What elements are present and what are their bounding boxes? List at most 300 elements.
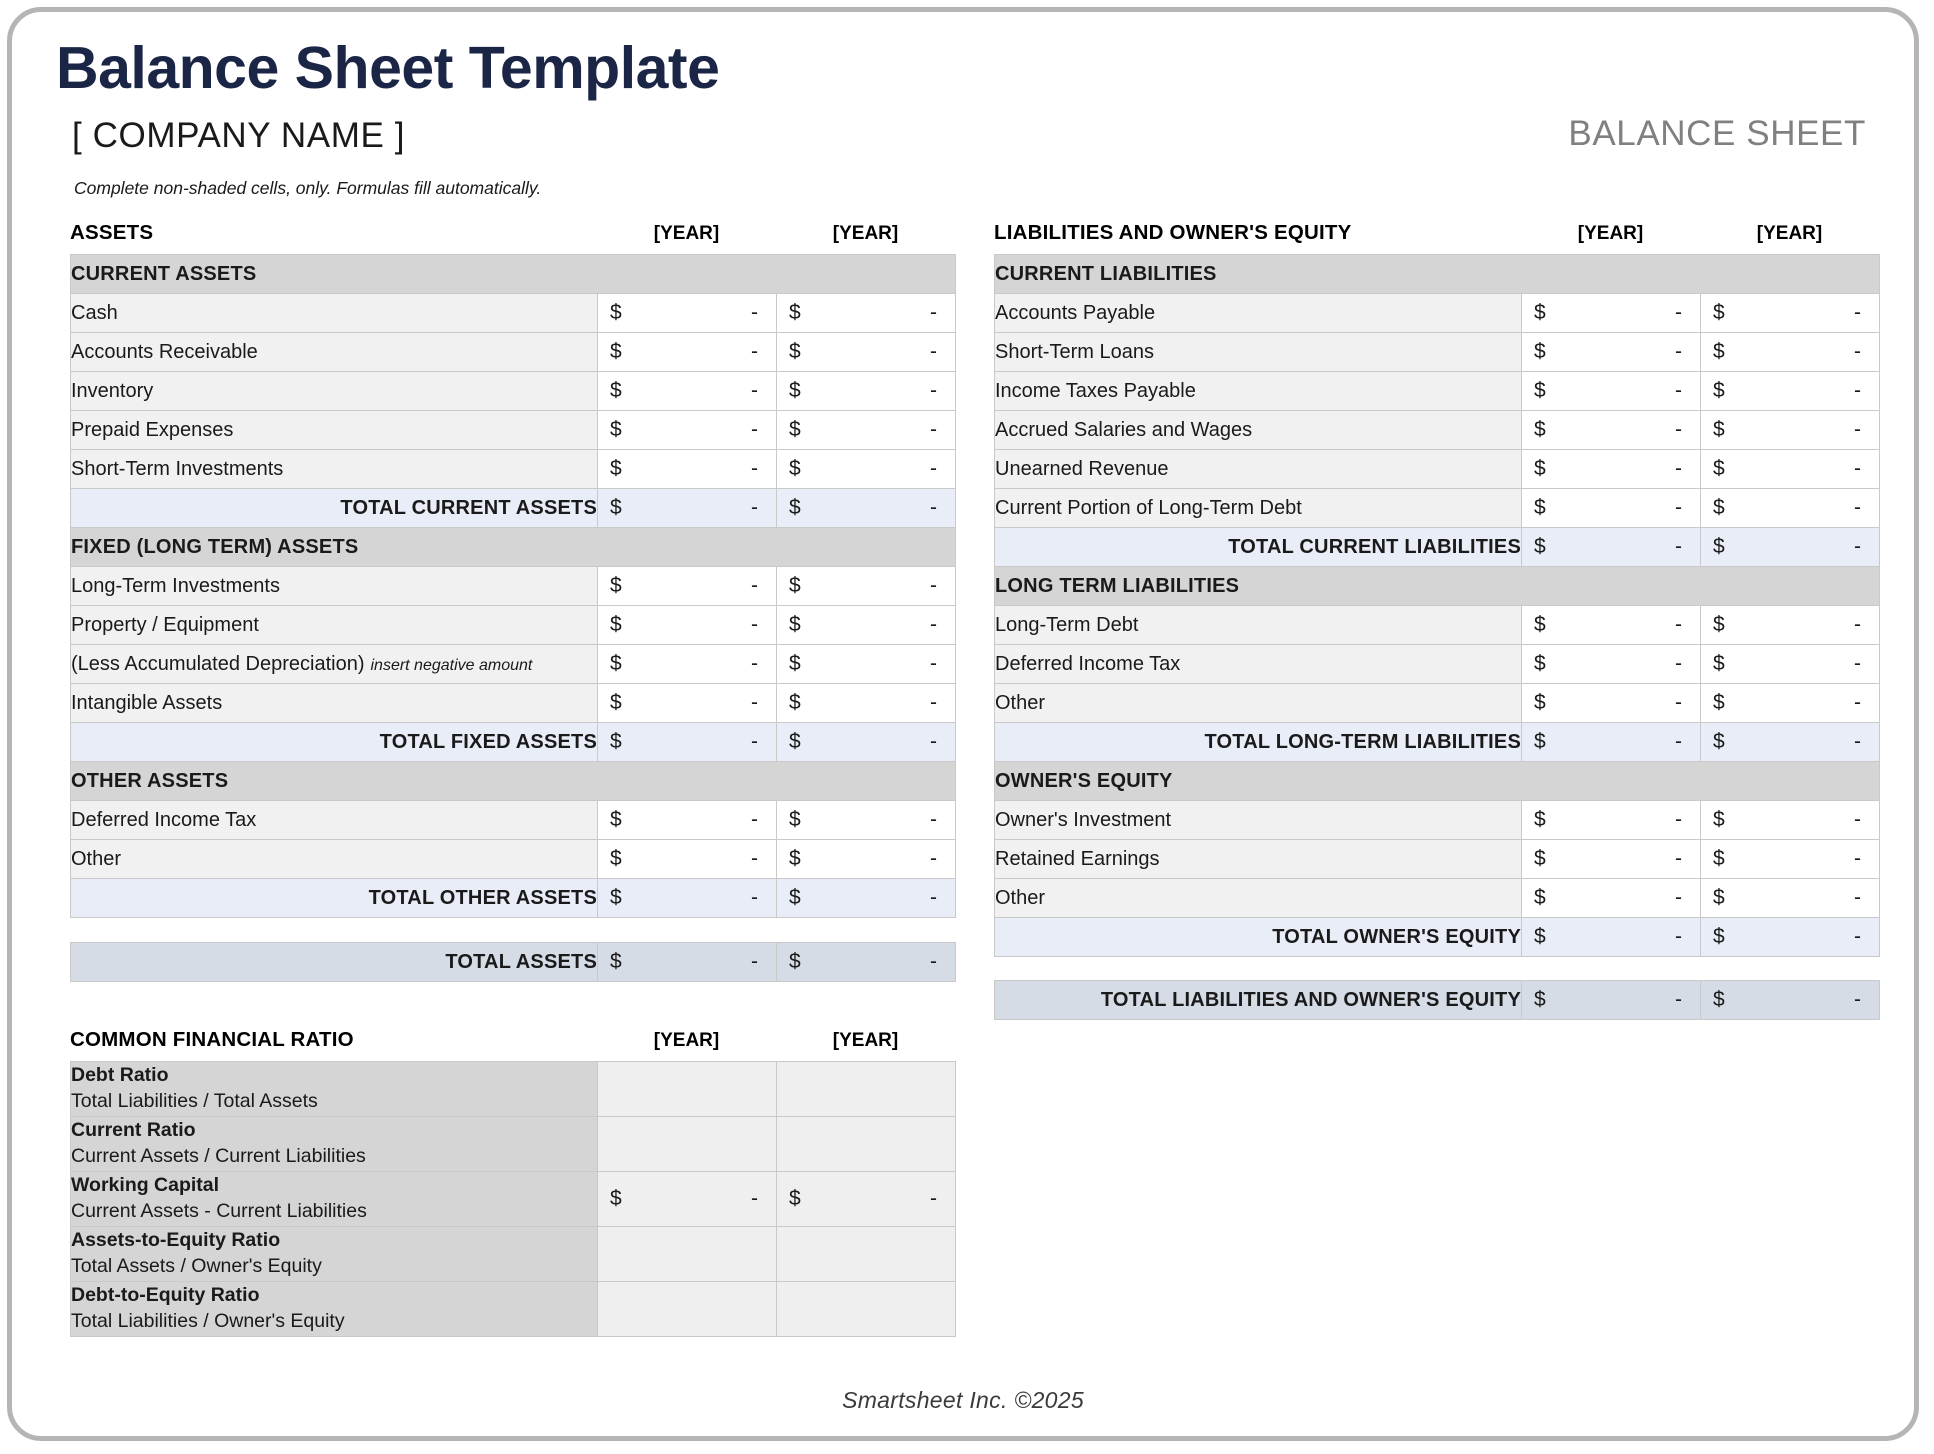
- table-row: [995, 372, 1880, 411]
- subtotal-label: TOTAL FIXED ASSETS: [71, 723, 598, 762]
- subtotal-value-year2[interactable]: [777, 879, 956, 918]
- table-row: [71, 450, 956, 489]
- amount-value: -: [751, 418, 758, 441]
- currency-symbol: $: [1713, 808, 1725, 831]
- value-cell-year2[interactable]: [777, 372, 956, 411]
- currency-symbol: $: [1534, 535, 1546, 558]
- section-header-label: FIXED (LONG TERM) ASSETS: [71, 528, 956, 567]
- currency-symbol: $: [1534, 652, 1546, 675]
- value-cell-year2[interactable]: [777, 567, 956, 606]
- table-row: [71, 645, 956, 684]
- row-label: Prepaid Expenses: [71, 411, 598, 450]
- value-cell-year1[interactable]: [1522, 879, 1701, 918]
- value-cell-year1[interactable]: [598, 645, 777, 684]
- liabilities-heading: LIABILITIES AND OWNER'S EQUITY: [994, 221, 1352, 244]
- value-cell-year1[interactable]: [598, 411, 777, 450]
- currency-symbol: $: [610, 808, 622, 831]
- company-name-field[interactable]: [ COMPANY NAME ]: [72, 116, 406, 155]
- amount-value: -: [751, 496, 758, 519]
- total-assets-value-year1[interactable]: [598, 943, 777, 982]
- ratio-value-year1[interactable]: [598, 1282, 777, 1337]
- subtotal-label: TOTAL LONG-TERM LIABILITIES: [995, 723, 1522, 762]
- row-label: Owner's Investment: [995, 801, 1522, 840]
- value-cell-year1[interactable]: [598, 567, 777, 606]
- ratio-value-year1[interactable]: [598, 1062, 777, 1117]
- row-label: Long-Term Debt: [995, 606, 1522, 645]
- value-cell-year1[interactable]: [1522, 372, 1701, 411]
- amount-value: -: [930, 886, 937, 909]
- amount-value: -: [1854, 730, 1862, 753]
- amount-value: -: [1854, 418, 1862, 441]
- currency-symbol: $: [789, 496, 801, 519]
- subtotal-value-year1[interactable]: [598, 879, 777, 918]
- currency-symbol: $: [789, 808, 801, 831]
- liabilities-column-headers: [994, 215, 1879, 245]
- ratio-value-year1[interactable]: [598, 1227, 777, 1282]
- value-cell-year2[interactable]: [1701, 684, 1880, 723]
- section-header-row: [995, 762, 1880, 801]
- section-header-label: CURRENT LIABILITIES: [995, 255, 1880, 294]
- subtotal-value-year2[interactable]: [1701, 918, 1880, 957]
- currency-symbol: $: [610, 418, 622, 441]
- subtotal-value-year2[interactable]: [1701, 723, 1880, 762]
- ratio-formula: Current Assets / Current Liabilities: [71, 1145, 366, 1167]
- currency-symbol: $: [1534, 808, 1546, 831]
- value-cell-year1[interactable]: [1522, 450, 1701, 489]
- amount-value: -: [930, 574, 937, 597]
- amount-value: -: [1675, 925, 1682, 948]
- subtotal-value-year2[interactable]: [1701, 528, 1880, 567]
- total-assets-value-year2[interactable]: [777, 943, 956, 982]
- amount-value: -: [1675, 535, 1682, 558]
- page-title: Balance Sheet Template: [56, 35, 720, 101]
- instruction-text: Complete non-shaded cells, only. Formulas fill automatically.: [74, 178, 542, 198]
- subtotal-row: [995, 723, 1880, 762]
- liabilities-table: [994, 254, 1880, 957]
- value-cell-year2[interactable]: [777, 684, 956, 723]
- ratio-value-year1[interactable]: [598, 1117, 777, 1172]
- amount-value: -: [1675, 379, 1682, 402]
- table-row: [71, 333, 956, 372]
- row-label: Accounts Receivable: [71, 333, 598, 372]
- currency-symbol: $: [610, 652, 622, 675]
- ratio-row: [71, 1282, 956, 1337]
- total-assets-block: [70, 942, 955, 982]
- subtotal-value-year1[interactable]: [1522, 918, 1701, 957]
- currency-symbol: $: [610, 340, 622, 363]
- ratio-label: [71, 1227, 598, 1282]
- currency-symbol: $: [1534, 847, 1546, 870]
- ratios-year1-header[interactable]: [YEAR]: [653, 1030, 720, 1051]
- currency-symbol: $: [1713, 925, 1725, 948]
- row-label: Inventory: [71, 372, 598, 411]
- value-cell-year1[interactable]: [1522, 645, 1701, 684]
- ratios-heading: COMMON FINANCIAL RATIO: [70, 1028, 354, 1051]
- value-cell-year1[interactable]: [598, 333, 777, 372]
- value-cell-year2[interactable]: [1701, 450, 1880, 489]
- section-header-row: [995, 255, 1880, 294]
- currency-symbol: $: [610, 847, 622, 870]
- amount-value: -: [1854, 535, 1862, 558]
- table-row: [995, 801, 1880, 840]
- amount-value: -: [1675, 418, 1682, 441]
- amount-value: -: [1675, 301, 1682, 324]
- value-cell-year2[interactable]: [1701, 372, 1880, 411]
- ratio-label: [71, 1117, 598, 1172]
- value-cell-year2[interactable]: [777, 294, 956, 333]
- subtotal-label: TOTAL CURRENT ASSETS: [71, 489, 598, 528]
- currency-symbol: $: [1713, 379, 1725, 402]
- currency-symbol: $: [1713, 613, 1725, 636]
- value-cell-year1[interactable]: [1522, 411, 1701, 450]
- ratio-value-year2[interactable]: [777, 1117, 956, 1172]
- subtotal-value-year2[interactable]: [777, 723, 956, 762]
- value-cell-year2[interactable]: [777, 606, 956, 645]
- row-label: Accounts Payable: [995, 294, 1522, 333]
- liabilities-year2-header[interactable]: [YEAR]: [1756, 223, 1823, 244]
- subtotal-value-year1[interactable]: [1522, 723, 1701, 762]
- row-label: Other: [995, 684, 1522, 723]
- amount-value: -: [1854, 652, 1862, 675]
- currency-symbol: $: [610, 574, 622, 597]
- section-header-label: CURRENT ASSETS: [71, 255, 956, 294]
- ratio-name: Assets-to-Equity Ratio: [71, 1229, 281, 1252]
- ratio-label: [71, 1062, 598, 1117]
- amount-value: -: [930, 730, 937, 753]
- amount-value: -: [1854, 496, 1862, 519]
- row-label: Other: [995, 879, 1522, 918]
- row-label: Unearned Revenue: [995, 450, 1522, 489]
- assets-year1-header[interactable]: [YEAR]: [653, 223, 720, 244]
- row-label: Short-Term Investments: [71, 450, 598, 489]
- amount-value: -: [1854, 379, 1862, 402]
- ratio-formula: Total Liabilities / Total Assets: [71, 1090, 318, 1112]
- table-row: [995, 645, 1880, 684]
- currency-symbol: $: [789, 340, 801, 363]
- document-type-label: BALANCE SHEET: [1568, 114, 1866, 153]
- amount-value: -: [1854, 457, 1862, 480]
- currency-symbol: $: [610, 457, 622, 480]
- amount-value: -: [930, 950, 937, 973]
- value-cell-year2[interactable]: [1701, 411, 1880, 450]
- row-label: Short-Term Loans: [995, 333, 1522, 372]
- currency-symbol: $: [1534, 496, 1546, 519]
- value-cell-year2[interactable]: [777, 801, 956, 840]
- row-label: Income Taxes Payable: [995, 372, 1522, 411]
- assets-section: [70, 215, 955, 918]
- footer-credit: Smartsheet Inc. ©2025: [842, 1387, 1084, 1413]
- row-label: (Less Accumulated Depreciation) insert negative amount: [71, 645, 598, 684]
- table-row: [995, 606, 1880, 645]
- currency-symbol: $: [789, 574, 801, 597]
- ratio-name: Debt Ratio: [71, 1064, 169, 1087]
- currency-symbol: $: [1534, 613, 1546, 636]
- value-cell-year2[interactable]: [777, 645, 956, 684]
- value-cell-year1[interactable]: [1522, 333, 1701, 372]
- subtotal-row: [71, 489, 956, 528]
- document-page: [7, 7, 1919, 1441]
- currency-symbol: $: [1534, 886, 1546, 909]
- ratio-row: [71, 1227, 956, 1282]
- total-assets-row: [71, 943, 956, 982]
- total-liabilities-equity-row: [995, 981, 1880, 1020]
- amount-value: -: [930, 301, 937, 324]
- amount-value: -: [751, 340, 758, 363]
- amount-value: -: [751, 730, 758, 753]
- currency-symbol: $: [789, 730, 801, 753]
- amount-value: -: [930, 340, 937, 363]
- amount-value: -: [1675, 808, 1682, 831]
- table-row: [71, 411, 956, 450]
- assets-year2-header[interactable]: [YEAR]: [832, 223, 899, 244]
- section-header-label: OWNER'S EQUITY: [995, 762, 1880, 801]
- value-cell-year1[interactable]: [598, 840, 777, 879]
- amount-value: -: [930, 496, 937, 519]
- value-cell-year2[interactable]: [1701, 606, 1880, 645]
- row-label: Accrued Salaries and Wages: [995, 411, 1522, 450]
- table-row: [71, 801, 956, 840]
- assets-table: [70, 254, 956, 918]
- value-cell-year1[interactable]: [1522, 801, 1701, 840]
- assets-heading: ASSETS: [70, 221, 154, 244]
- value-cell-year1[interactable]: [598, 294, 777, 333]
- ratio-name: Debt-to-Equity Ratio: [71, 1284, 260, 1307]
- table-row: [995, 450, 1880, 489]
- amount-value: -: [930, 457, 937, 480]
- ratios-column-headers: [70, 1022, 955, 1052]
- value-cell-year2[interactable]: [1701, 489, 1880, 528]
- amount-value: -: [751, 457, 758, 480]
- currency-symbol: $: [789, 886, 801, 909]
- currency-symbol: $: [610, 886, 622, 909]
- amount-value: -: [1675, 496, 1682, 519]
- currency-symbol: $: [789, 1187, 801, 1210]
- total-liabilities-equity-value-year1[interactable]: [1522, 981, 1701, 1020]
- value-cell-year1[interactable]: [1522, 489, 1701, 528]
- subtotal-value-year1[interactable]: [598, 723, 777, 762]
- subtotal-row: [995, 528, 1880, 567]
- liabilities-section: [994, 215, 1879, 957]
- value-cell-year1[interactable]: [1522, 840, 1701, 879]
- currency-symbol: $: [1534, 457, 1546, 480]
- value-cell-year2[interactable]: [1701, 840, 1880, 879]
- amount-value: -: [1854, 691, 1862, 714]
- amount-value: -: [1675, 457, 1682, 480]
- amount-value: -: [751, 886, 758, 909]
- amount-value: -: [1854, 925, 1862, 948]
- value-cell-year2[interactable]: [777, 450, 956, 489]
- currency-symbol: $: [1713, 457, 1725, 480]
- total-liabilities-equity-table: [994, 980, 1880, 1020]
- currency-symbol: $: [1713, 418, 1725, 441]
- currency-symbol: $: [1713, 730, 1725, 753]
- section-header-row: [995, 567, 1880, 606]
- currency-symbol: $: [1713, 847, 1725, 870]
- subtotal-value-year1[interactable]: [598, 489, 777, 528]
- currency-symbol: $: [1534, 418, 1546, 441]
- amount-value: -: [930, 808, 937, 831]
- currency-symbol: $: [1713, 691, 1725, 714]
- ratio-name: Working Capital: [71, 1174, 220, 1197]
- value-cell-year2[interactable]: [777, 840, 956, 879]
- amount-value: -: [751, 652, 758, 675]
- amount-value: -: [1675, 613, 1682, 636]
- amount-value: -: [1675, 730, 1682, 753]
- currency-symbol: $: [1534, 379, 1546, 402]
- amount-value: -: [751, 1187, 758, 1210]
- currency-symbol: $: [1713, 496, 1725, 519]
- ratio-row: [71, 1172, 956, 1227]
- table-row: [995, 411, 1880, 450]
- value-cell-year2[interactable]: [1701, 801, 1880, 840]
- table-row: [995, 684, 1880, 723]
- currency-symbol: $: [789, 691, 801, 714]
- currency-symbol: $: [1534, 691, 1546, 714]
- currency-symbol: $: [610, 301, 622, 324]
- value-cell-year1[interactable]: [1522, 684, 1701, 723]
- currency-symbol: $: [610, 613, 622, 636]
- ratio-value-year1[interactable]: [598, 1172, 777, 1227]
- ratio-formula: Total Liabilities / Owner's Equity: [71, 1310, 345, 1332]
- subtotal-row: [71, 879, 956, 918]
- value-cell-year2[interactable]: [1701, 294, 1880, 333]
- row-label: Property / Equipment: [71, 606, 598, 645]
- currency-symbol: $: [1713, 886, 1725, 909]
- amount-value: -: [930, 418, 937, 441]
- row-label: Deferred Income Tax: [995, 645, 1522, 684]
- value-cell-year1[interactable]: [1522, 606, 1701, 645]
- subtotal-label: TOTAL CURRENT LIABILITIES: [995, 528, 1522, 567]
- ratio-value-year2[interactable]: [777, 1062, 956, 1117]
- ratios-year2-header[interactable]: [YEAR]: [832, 1030, 899, 1051]
- total-liabilities-equity-label: TOTAL LIABILITIES AND OWNER'S EQUITY: [995, 981, 1522, 1020]
- table-row: [71, 294, 956, 333]
- currency-symbol: $: [1534, 925, 1546, 948]
- total-liabilities-equity-value-year2[interactable]: [1701, 981, 1880, 1020]
- currency-symbol: $: [610, 496, 622, 519]
- amount-value: -: [1854, 613, 1862, 636]
- value-cell-year1[interactable]: [598, 450, 777, 489]
- subtotal-row: [71, 723, 956, 762]
- ratio-formula: Current Assets - Current Liabilities: [71, 1200, 367, 1222]
- subtotal-row: [995, 918, 1880, 957]
- amount-value: -: [1675, 988, 1682, 1011]
- currency-symbol: $: [1534, 340, 1546, 363]
- currency-symbol: $: [789, 950, 801, 973]
- table-row: [71, 372, 956, 411]
- row-label-hint: insert negative amount: [370, 656, 533, 674]
- currency-symbol: $: [789, 457, 801, 480]
- table-row: [995, 840, 1880, 879]
- currency-symbol: $: [1713, 301, 1725, 324]
- currency-symbol: $: [789, 652, 801, 675]
- amount-value: -: [751, 691, 758, 714]
- amount-value: -: [751, 950, 758, 973]
- currency-symbol: $: [789, 847, 801, 870]
- subtotal-label: TOTAL OTHER ASSETS: [71, 879, 598, 918]
- value-cell-year1[interactable]: [598, 684, 777, 723]
- subtotal-label: TOTAL OWNER'S EQUITY: [995, 918, 1522, 957]
- amount-value: -: [1854, 340, 1862, 363]
- ratio-value-year2[interactable]: [777, 1282, 956, 1337]
- amount-value: -: [1675, 886, 1682, 909]
- ratio-value-year2[interactable]: [777, 1227, 956, 1282]
- amount-value: -: [751, 613, 758, 636]
- row-label: Current Portion of Long-Term Debt: [995, 489, 1522, 528]
- currency-symbol: $: [610, 379, 622, 402]
- amount-value: -: [930, 1187, 937, 1210]
- total-assets-label: TOTAL ASSETS: [71, 943, 598, 982]
- value-cell-year1[interactable]: [1522, 294, 1701, 333]
- value-cell-year2[interactable]: [1701, 645, 1880, 684]
- table-row: [71, 840, 956, 879]
- currency-symbol: $: [610, 950, 622, 973]
- row-label: Other: [71, 840, 598, 879]
- amount-value: -: [930, 847, 937, 870]
- liabilities-year1-header[interactable]: [YEAR]: [1577, 223, 1644, 244]
- currency-symbol: $: [1534, 301, 1546, 324]
- ratio-label: [71, 1172, 598, 1227]
- section-header-row: [71, 762, 956, 801]
- currency-symbol: $: [1713, 988, 1725, 1011]
- ratio-formula: Total Assets / Owner's Equity: [71, 1255, 322, 1277]
- assets-column-headers: [70, 215, 955, 245]
- row-label: Cash: [71, 294, 598, 333]
- table-row: [71, 606, 956, 645]
- amount-value: -: [751, 808, 758, 831]
- row-label: Intangible Assets: [71, 684, 598, 723]
- value-cell-year2[interactable]: [777, 411, 956, 450]
- table-row: [71, 684, 956, 723]
- amount-value: -: [930, 379, 937, 402]
- ratio-row: [71, 1062, 956, 1117]
- ratio-row: [71, 1117, 956, 1172]
- subtotal-value-year2[interactable]: [777, 489, 956, 528]
- value-cell-year1[interactable]: [598, 801, 777, 840]
- amount-value: -: [930, 613, 937, 636]
- currency-symbol: $: [1713, 340, 1725, 363]
- ratio-label: [71, 1282, 598, 1337]
- currency-symbol: $: [1713, 535, 1725, 558]
- row-label: Retained Earnings: [995, 840, 1522, 879]
- currency-symbol: $: [789, 418, 801, 441]
- amount-value: -: [751, 847, 758, 870]
- value-cell-year1[interactable]: [598, 372, 777, 411]
- currency-symbol: $: [789, 613, 801, 636]
- value-cell-year2[interactable]: [1701, 879, 1880, 918]
- amount-value: -: [1675, 340, 1682, 363]
- ratio-value-year2[interactable]: [777, 1172, 956, 1227]
- table-row: [995, 333, 1880, 372]
- amount-value: -: [751, 574, 758, 597]
- value-cell-year1[interactable]: [598, 606, 777, 645]
- table-row: [995, 294, 1880, 333]
- value-cell-year2[interactable]: [777, 333, 956, 372]
- amount-value: -: [1854, 988, 1861, 1011]
- table-row: [71, 567, 956, 606]
- currency-symbol: $: [1534, 730, 1546, 753]
- amount-value: -: [1854, 301, 1862, 324]
- currency-symbol: $: [1713, 652, 1725, 675]
- section-header-label: OTHER ASSETS: [71, 762, 956, 801]
- section-header-row: [71, 255, 956, 294]
- amount-value: -: [930, 691, 937, 714]
- subtotal-value-year1[interactable]: [1522, 528, 1701, 567]
- value-cell-year2[interactable]: [1701, 333, 1880, 372]
- section-header-label: LONG TERM LIABILITIES: [995, 567, 1880, 606]
- amount-value: -: [1675, 847, 1682, 870]
- total-assets-table: [70, 942, 956, 982]
